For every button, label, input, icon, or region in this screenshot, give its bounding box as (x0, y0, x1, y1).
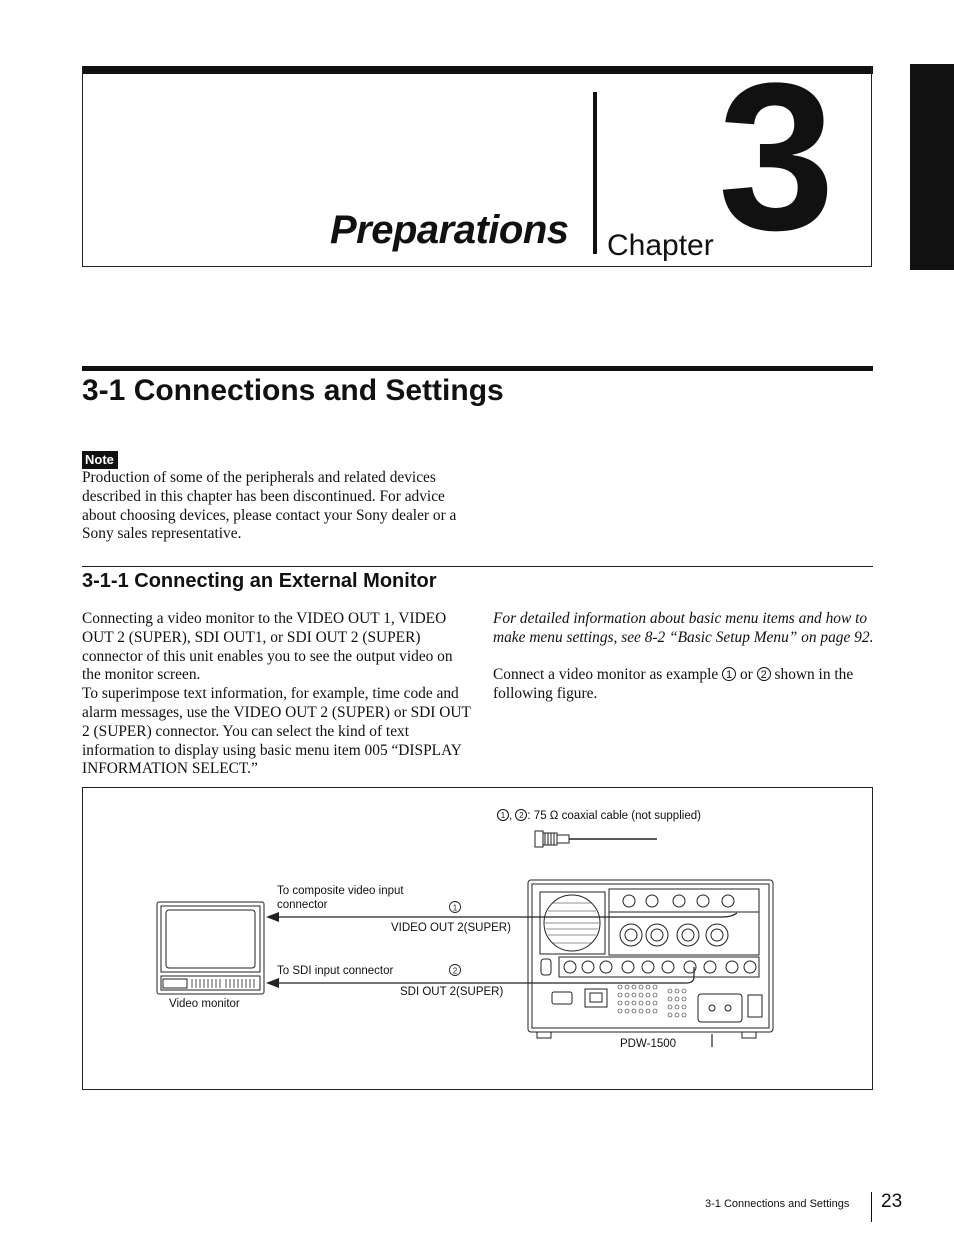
connection-diagram (82, 787, 873, 1090)
section-rule (82, 366, 873, 371)
note-badge: Note (82, 451, 118, 469)
marker-2-text: 2 (452, 966, 458, 976)
sdi-out-label: SDI OUT 2(SUPER) (400, 986, 504, 998)
chapter-title: Preparations (330, 208, 569, 252)
video-out-label: VIDEO OUT 2(SUPER) (391, 922, 511, 934)
bnc-cable-icon (535, 831, 657, 847)
cable-legend: 1 , 2 : 75 Ω coaxial cable (not supplied) (497, 809, 701, 823)
video-monitor-icon (157, 902, 264, 994)
chapter-label: Chapter (607, 229, 714, 262)
chapter-thumb-tab (910, 64, 954, 270)
footer-section-ref: 3-1 Connections and Settings (705, 1198, 850, 1210)
paragraph-example: Connect a video monitor as example 1 or 2 shown in the following figure. (493, 666, 854, 703)
page-number: 23 (881, 1191, 903, 1212)
example-2-marker: 2 (757, 667, 771, 681)
footer-divider (871, 1192, 872, 1222)
composite-input-label: To composite video input connector (277, 885, 404, 911)
chapter-divider (593, 92, 597, 254)
section-title: 3-1 Connections and Settings (82, 374, 504, 407)
paragraph-connect: Connecting a video monitor to the VIDEO OUT 1, VIDEO OUT 2 (SUPER), SDI OUT1, or SDI OUT 2 (SUPER) connector of this unit enables you to see the output video on the monitor screen. (82, 610, 453, 684)
video-monitor-label: Video monitor (169, 998, 240, 1010)
paragraph-superimpose: To superimpose text information, for example, time code and alarm messages, use the VIDEO OUT 2 (SUPER) or SDI OUT 2 (SUPER) connector. You can select the kind of text information to display using basic menu item 005 “DISPLAY INFORMATION SELECT.” (82, 685, 471, 778)
note-text: Production of some of the peripherals and related devices described in this chapter has been discontinued. For advice about choosing devices, please contact your Sony dealer or a Sony sales representative. (82, 469, 457, 543)
arrow-composite (266, 912, 279, 922)
pdw-1500-rear-panel (528, 880, 773, 1038)
sdi-input-label: To SDI input connector (277, 965, 394, 977)
example-1-marker: 1 (722, 667, 736, 681)
chapter-number: 3 (718, 39, 831, 274)
subsection-rule (82, 566, 873, 567)
subsection-title: 3-1-1 Connecting an External Monitor (82, 570, 437, 592)
cross-reference: For detailed information about basic menu items and how to make menu settings, see 8-2 “Basic Setup Menu” on page 92. (493, 610, 874, 646)
right-column (493, 610, 878, 704)
left-column (82, 610, 472, 779)
marker-1-text: 1 (452, 903, 458, 913)
device-label: PDW-1500 (620, 1038, 677, 1050)
arrow-sdi (266, 978, 279, 988)
